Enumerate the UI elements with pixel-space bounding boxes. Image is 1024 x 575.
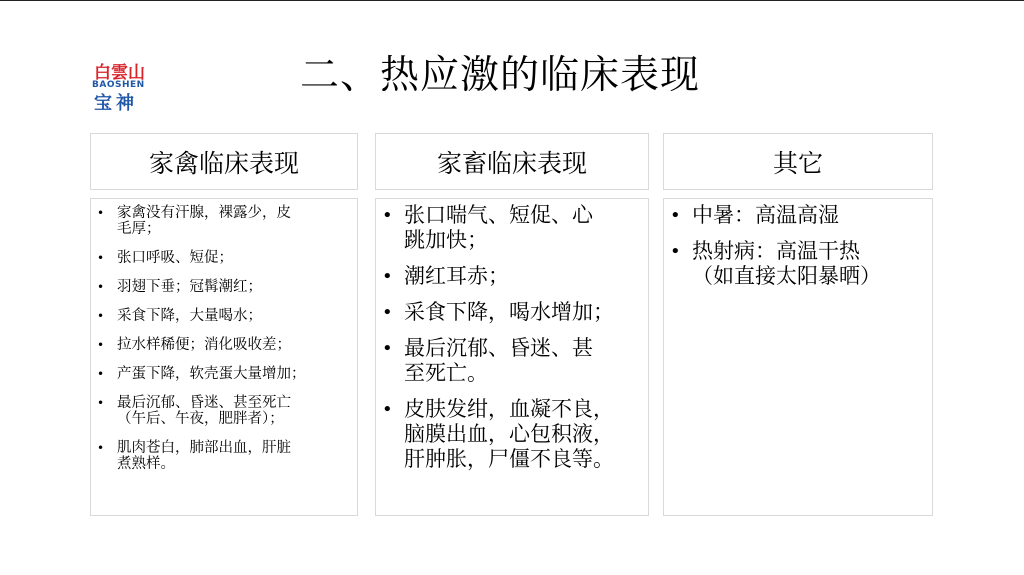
logo-brand-chinese: 白雲山 — [94, 63, 145, 83]
logo-product-name: 宝神 — [94, 93, 138, 114]
poultry-symptoms-panel — [90, 198, 358, 516]
other-conditions-panel — [663, 198, 933, 516]
list-item: • 皮肤发绀，血凝不良， 脑膜出血，心包积液， 肝肿胀，尸僵不良等。 — [404, 397, 642, 472]
header-livestock: 家畜临床表现 — [375, 133, 649, 190]
list-item: • 采食下降，大量喝水； — [117, 308, 349, 324]
list-item: • 最后沉郁、昏迷、甚 至死亡。 — [404, 336, 642, 386]
logo-brand-latin: BAOSHEN — [92, 80, 145, 90]
list-item: • 拉水样稀便；消化吸收差； — [117, 337, 349, 353]
list-item: • 张口喘气、短促、心 跳加快； — [404, 203, 642, 253]
list-item: • 中暑：高温高湿 — [692, 203, 926, 228]
poultry-symptoms-list — [117, 205, 349, 472]
list-item: • 家禽没有汗腺，裸露少，皮 毛厚； — [117, 205, 349, 237]
other-conditions-list — [692, 203, 926, 289]
top-border-line — [0, 0, 1024, 1]
list-item: • 最后沉郁、昏迷、甚至死亡 （午后、午夜，肥胖者）； — [117, 395, 349, 427]
list-item: • 热射病：高温干热 （如直接太阳暴晒） — [692, 239, 926, 289]
livestock-symptoms-list — [404, 203, 642, 472]
list-item: • 张口呼吸、短促； — [117, 250, 349, 266]
list-item: • 采食下降，喝水增加； — [404, 300, 642, 325]
list-item: • 潮红耳赤； — [404, 264, 642, 289]
baoshen-logo — [90, 58, 168, 114]
header-poultry: 家禽临床表现 — [90, 133, 358, 190]
list-item: • 羽翅下垂；冠髯潮红； — [117, 279, 349, 295]
list-item: • 肌肉苍白，肺部出血，肝脏 煮熟样。 — [117, 440, 349, 472]
livestock-symptoms-panel — [375, 198, 649, 516]
header-other: 其它 — [663, 133, 933, 190]
slide-title: 二、热应激的临床表现 — [300, 53, 701, 98]
list-item: • 产蛋下降，软壳蛋大量增加； — [117, 366, 349, 382]
